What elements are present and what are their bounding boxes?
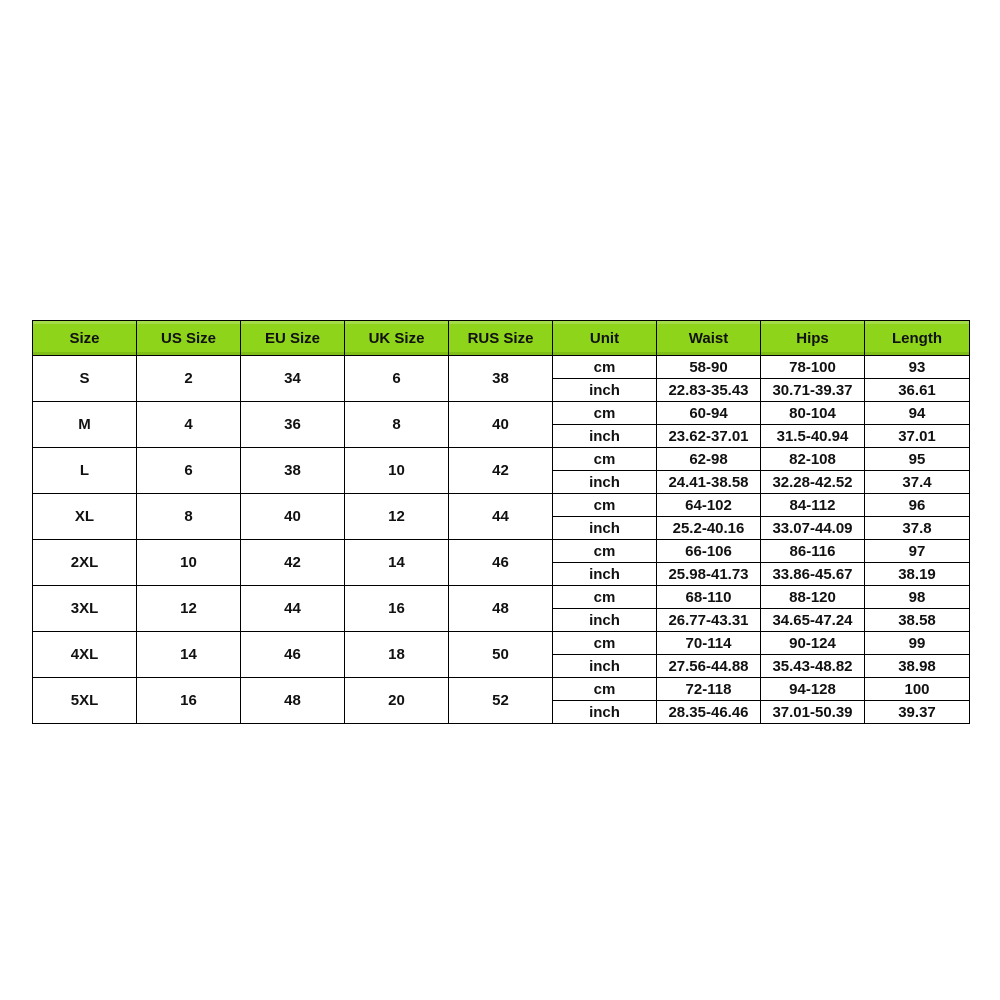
- waist-cell: 62-98: [657, 448, 761, 471]
- unit-cell: inch: [553, 655, 657, 678]
- unit-cell: cm: [553, 402, 657, 425]
- rus-size-cell: 38: [449, 356, 553, 402]
- unit-cell: cm: [553, 540, 657, 563]
- hips-cell: 90-124: [761, 632, 865, 655]
- size-cell: 2XL: [33, 540, 137, 586]
- header-rus: RUS Size: [449, 321, 553, 356]
- eu-size-cell: 44: [241, 586, 345, 632]
- size-cell: L: [33, 448, 137, 494]
- header-waist: Waist: [657, 321, 761, 356]
- length-cell: 93: [865, 356, 970, 379]
- length-cell: 36.61: [865, 379, 970, 402]
- length-cell: 38.98: [865, 655, 970, 678]
- length-cell: 37.01: [865, 425, 970, 448]
- us-size-cell: 16: [137, 678, 241, 724]
- rus-size-cell: 50: [449, 632, 553, 678]
- waist-cell: 25.2-40.16: [657, 517, 761, 540]
- size-cell: 3XL: [33, 586, 137, 632]
- waist-cell: 72-118: [657, 678, 761, 701]
- waist-cell: 24.41-38.58: [657, 471, 761, 494]
- hips-cell: 86-116: [761, 540, 865, 563]
- uk-size-cell: 14: [345, 540, 449, 586]
- hips-cell: 84-112: [761, 494, 865, 517]
- rus-size-cell: 40: [449, 402, 553, 448]
- size-cell: 4XL: [33, 632, 137, 678]
- waist-cell: 28.35-46.46: [657, 701, 761, 724]
- size-cell: XL: [33, 494, 137, 540]
- hips-cell: 88-120: [761, 586, 865, 609]
- size-chart-table: [32, 320, 970, 724]
- hips-cell: 30.71-39.37: [761, 379, 865, 402]
- unit-cell: inch: [553, 701, 657, 724]
- hips-cell: 35.43-48.82: [761, 655, 865, 678]
- header-size: Size: [33, 321, 137, 356]
- hips-cell: 33.86-45.67: [761, 563, 865, 586]
- waist-cell: 68-110: [657, 586, 761, 609]
- unit-cell: inch: [553, 425, 657, 448]
- rus-size-cell: 42: [449, 448, 553, 494]
- hips-cell: 31.5-40.94: [761, 425, 865, 448]
- header-uk: UK Size: [345, 321, 449, 356]
- length-cell: 96: [865, 494, 970, 517]
- header-hips: Hips: [761, 321, 865, 356]
- unit-cell: cm: [553, 356, 657, 379]
- eu-size-cell: 38: [241, 448, 345, 494]
- size-cell: M: [33, 402, 137, 448]
- table-row: [33, 448, 970, 471]
- rus-size-cell: 44: [449, 494, 553, 540]
- uk-size-cell: 12: [345, 494, 449, 540]
- table-row: [33, 632, 970, 655]
- us-size-cell: 8: [137, 494, 241, 540]
- waist-cell: 22.83-35.43: [657, 379, 761, 402]
- length-cell: 38.19: [865, 563, 970, 586]
- eu-size-cell: 48: [241, 678, 345, 724]
- hips-cell: 94-128: [761, 678, 865, 701]
- hips-cell: 78-100: [761, 356, 865, 379]
- rus-size-cell: 46: [449, 540, 553, 586]
- unit-cell: inch: [553, 379, 657, 402]
- waist-cell: 25.98-41.73: [657, 563, 761, 586]
- hips-cell: 32.28-42.52: [761, 471, 865, 494]
- unit-cell: cm: [553, 494, 657, 517]
- length-cell: 37.8: [865, 517, 970, 540]
- waist-cell: 64-102: [657, 494, 761, 517]
- length-cell: 99: [865, 632, 970, 655]
- table-row: [33, 540, 970, 563]
- uk-size-cell: 10: [345, 448, 449, 494]
- length-cell: 94: [865, 402, 970, 425]
- table-row: [33, 356, 970, 379]
- eu-size-cell: 34: [241, 356, 345, 402]
- length-cell: 38.58: [865, 609, 970, 632]
- unit-cell: cm: [553, 448, 657, 471]
- uk-size-cell: 6: [345, 356, 449, 402]
- waist-cell: 70-114: [657, 632, 761, 655]
- table-row: [33, 586, 970, 609]
- length-cell: 98: [865, 586, 970, 609]
- rus-size-cell: 48: [449, 586, 553, 632]
- length-cell: 97: [865, 540, 970, 563]
- us-size-cell: 12: [137, 586, 241, 632]
- waist-cell: 58-90: [657, 356, 761, 379]
- table-row: [33, 494, 970, 517]
- uk-size-cell: 20: [345, 678, 449, 724]
- header-eu: EU Size: [241, 321, 345, 356]
- waist-cell: 27.56-44.88: [657, 655, 761, 678]
- length-cell: 95: [865, 448, 970, 471]
- us-size-cell: 6: [137, 448, 241, 494]
- eu-size-cell: 36: [241, 402, 345, 448]
- uk-size-cell: 8: [345, 402, 449, 448]
- us-size-cell: 14: [137, 632, 241, 678]
- length-cell: 39.37: [865, 701, 970, 724]
- size-cell: S: [33, 356, 137, 402]
- hips-cell: 82-108: [761, 448, 865, 471]
- unit-cell: inch: [553, 471, 657, 494]
- hips-cell: 80-104: [761, 402, 865, 425]
- unit-cell: inch: [553, 563, 657, 586]
- length-cell: 100: [865, 678, 970, 701]
- unit-cell: cm: [553, 678, 657, 701]
- unit-cell: inch: [553, 609, 657, 632]
- unit-cell: cm: [553, 586, 657, 609]
- size-cell: 5XL: [33, 678, 137, 724]
- unit-cell: cm: [553, 632, 657, 655]
- waist-cell: 23.62-37.01: [657, 425, 761, 448]
- us-size-cell: 4: [137, 402, 241, 448]
- hips-cell: 34.65-47.24: [761, 609, 865, 632]
- uk-size-cell: 18: [345, 632, 449, 678]
- header-length: Length: [865, 321, 970, 356]
- eu-size-cell: 42: [241, 540, 345, 586]
- length-cell: 37.4: [865, 471, 970, 494]
- unit-cell: inch: [553, 517, 657, 540]
- table-row: [33, 402, 970, 425]
- header-row: [33, 321, 970, 356]
- hips-cell: 37.01-50.39: [761, 701, 865, 724]
- header-unit: Unit: [553, 321, 657, 356]
- waist-cell: 60-94: [657, 402, 761, 425]
- eu-size-cell: 40: [241, 494, 345, 540]
- waist-cell: 26.77-43.31: [657, 609, 761, 632]
- waist-cell: 66-106: [657, 540, 761, 563]
- uk-size-cell: 16: [345, 586, 449, 632]
- us-size-cell: 2: [137, 356, 241, 402]
- eu-size-cell: 46: [241, 632, 345, 678]
- rus-size-cell: 52: [449, 678, 553, 724]
- header-us: US Size: [137, 321, 241, 356]
- table-row: [33, 678, 970, 701]
- hips-cell: 33.07-44.09: [761, 517, 865, 540]
- us-size-cell: 10: [137, 540, 241, 586]
